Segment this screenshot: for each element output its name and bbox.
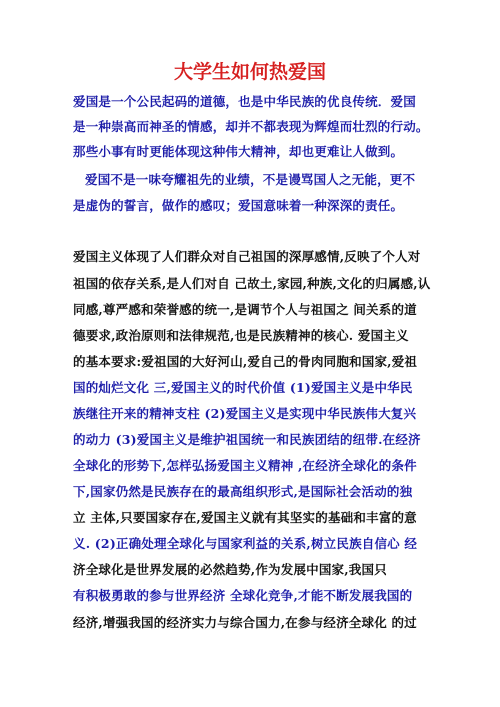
para2-line: 义. (2)正确处理全球化与国家利益的关系,树立民族自信心 经 [73,536,418,551]
para2-line: 全球化的形势下,怎样弘扬爱国主义精神 ,在经济全球化的条件 [73,458,417,473]
para2-line: 济全球化是世界发展的必然趋势,作为发展中国家,我国只 [73,562,387,577]
para2-line: 的基本要求:爱祖国的大好河山,爱自己的骨肉同胞和国家,爱祖 [73,354,418,369]
para2-line: 下,国家仍然是民族存在的最高组织形式,是国际社会活动的独 [73,484,413,499]
para1-line: 是一种崇高而神圣的情感，却并不都表现为辉煌而壮烈的行动。 [73,119,429,134]
para2-line: 同感,尊严感和荣誉感的统一,是调节个人与祖国之 间关系的道 [73,302,417,317]
para1-line: 是虚伪的誓言，做作的感叹；爱国意味着一种深深的责任。 [73,198,404,213]
para2-line: 国的灿烂文化 三,爱国主义的时代价值 (1)爱国主义是中华民 [73,380,413,395]
para2-line: 爱国主义体现了人们群众对自己祖国的深厚感情,反映了个人对 [73,249,421,264]
para2-line: 祖国的依存关系,是人们对自 己故土,家园,种族,文化的归属感,认 [73,276,431,291]
para2-line: 经济,增强我国的经济实力与综合国力,在参与经济全球化 的过 [73,615,417,630]
para2-line: 有积极勇敢的参与世界经济 全球化竞争,才能不断发展我国的 [73,588,413,603]
para2-line: 德要求,政治原则和法律规范,也是民族精神的核心. 爱国主义 [73,328,409,343]
para2-line: 立 主体,只要国家存在,爱国主义就有其坚实的基础和丰富的意 [73,510,417,525]
para1-line: 那些小事有时更能体现这种伟大精神，却也更难让人做到。 [73,144,404,159]
para2-line: 族继往开来的精神支柱 (2)爱国主义是实现中华民族伟大复兴 [73,406,417,421]
para1-line: 爱国是一个公民起码的道德，也是中华民族的优良传统．爱国 [73,94,416,109]
para1-line: 爱国不是一味夸耀祖先的业绩，不是谩骂国人之无能，更不 [85,172,416,187]
document-title: 大学生如何热爱国 [173,61,326,83]
para2-line: 的动力 (3)爱国主义是维护祖国统一和民族团结的纽带.在经济 [73,432,421,447]
